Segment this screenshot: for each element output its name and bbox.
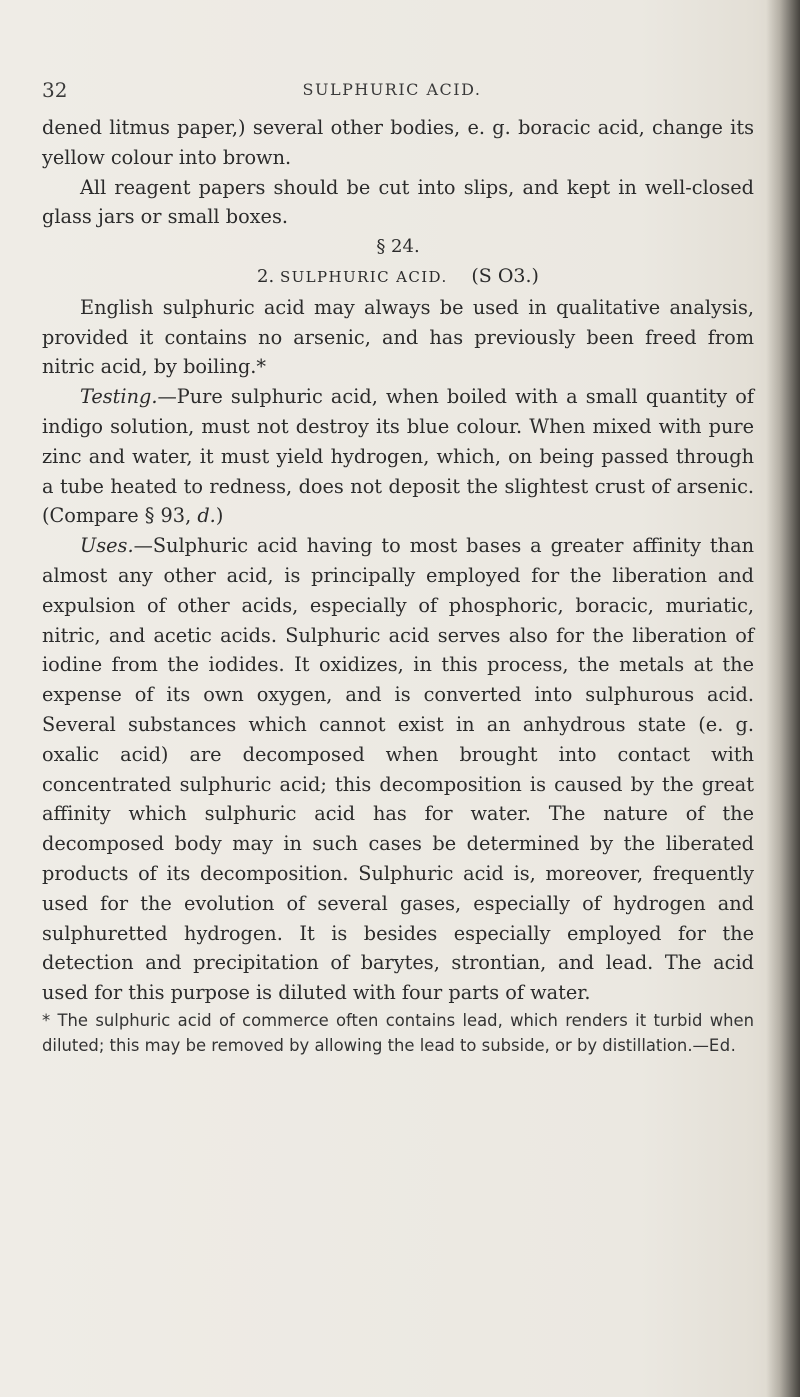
testing-text: —Pure sulphuric acid, when boiled with a small quantity of indigo solution, must not destroy its blue colour. When mixed with pure zinc and water, it must yield hydrogen, which, on being passed through a tube heated to redness, does not deposit the slightest crust of arsenic. (Compare § 93, [42, 385, 754, 528]
paragraph-reagent-papers: All reagent papers should be cut into slips, and kept in well-closed glass jars or small boxes. [42, 175, 754, 229]
section-formula: (S O3.) [471, 264, 539, 287]
testing-close: ) [215, 504, 224, 528]
page-header [42, 78, 742, 108]
uses-label: Uses. [80, 534, 134, 558]
body-text [42, 113, 754, 1059]
page-number: 32 [42, 78, 68, 102]
paragraph-uses [42, 531, 754, 1008]
footnote-signature: Ed. [708, 1036, 737, 1056]
section-mark: § 24. [376, 236, 420, 258]
section-heading: SULPHURIC ACID. [279, 267, 448, 286]
footnote [42, 1008, 754, 1059]
paragraph-testing [42, 382, 754, 531]
paragraph-english-acid: English sulphuric acid may always be used in qualitative analysis, provided it contains no arsenic, and has previously been freed from nitric acid, by boiling.* [42, 295, 754, 379]
page-binding-shadow [766, 0, 800, 1397]
section-title [42, 262, 754, 293]
uses-text: —Sulphuric acid having to most bases a greater affinity than almost any other acid, is principally employed for the liberation and expulsion of other acids, especially of phosphoric, boracic, muriatic, nitric, and acetic acids. Sulphuric acid serves also for the liberation of iodine from the iodides. It oxidizes, in this process, the metals at the expense of its own oxygen, and is converted into sulphurous acid. Several substances which cannot exist in an anhydrous state (e. g. oxalic acid) are decomposed when brought into contact with concentrated sulphuric acid; this decomposition is caused by the great affinity which sulphuric acid has for water. The nature of the decomposed body may in such cases be determined by the liberated products of its decomposition. Sulphuric acid is, moreover, frequently used for the evolution of several gases, especially of hydrogen and sulphuretted hydrogen. It is besides especially employed for the detection and precipitation of barytes, strontian, and lead. The acid used for this purpose is diluted with four parts of water. [42, 534, 754, 1005]
testing-label: Testing. [80, 385, 158, 409]
section-number: 2. [257, 265, 275, 287]
footnote-text: * The sulphuric acid of commerce often contains lead, which renders it turbid when diluted; this may be removed by allowing the lead to subside, or by distillation.— [42, 1010, 754, 1056]
paragraph-intro: dened litmus paper,) several other bodies, e. g. boracic acid, change its yellow colour into brown. [42, 116, 754, 169]
running-head: SULPHURIC ACID. [302, 80, 482, 99]
testing-reference: d. [197, 504, 216, 528]
